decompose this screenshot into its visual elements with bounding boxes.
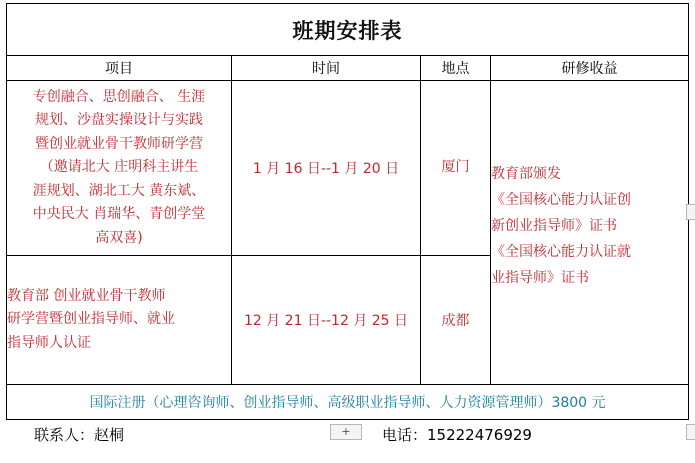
benefit-line: 《全国核心能力认证就 (491, 243, 631, 260)
location-cell: 成都 (421, 256, 491, 385)
schedule-table (6, 3, 689, 420)
project-line: 专创融合、思创融合、 生涯 (32, 88, 206, 105)
benefits-text (491, 161, 688, 291)
header-row (7, 56, 689, 81)
project-line: 研学营暨创业指导师、就业 (7, 311, 175, 328)
project-line: 教育部 创业就业骨干教师 (7, 287, 166, 304)
project-line: 规划、沙盘实操设计与实践 (35, 112, 203, 129)
header-location: 地点 (421, 56, 491, 81)
benefit-line: 新创业指导师》证书 (491, 217, 617, 234)
project-cell (7, 256, 232, 385)
table-title: 班期安排表 (7, 4, 689, 56)
header-project: 项目 (7, 56, 232, 81)
international-row (7, 385, 689, 420)
project-line: 暨创业就业骨干教师研学营 (35, 135, 203, 152)
resize-handle[interactable] (686, 204, 695, 220)
expand-button[interactable]: + (330, 424, 362, 440)
international-registration: 国际注册（心理咨询师、创业指导师、高级职业指导师、人力资源管理师）3800 元 (7, 385, 689, 420)
project-line: 指导师人认证 (7, 334, 91, 351)
time-cell: 1 月 16 日--1 月 20 日 (232, 81, 421, 256)
benefit-line: 业指导师》证书 (491, 269, 589, 286)
project-line: 涯规划、湖北工大 黄东斌、 (32, 182, 206, 199)
location-cell: 厦门 (421, 81, 491, 256)
header-benefits: 研修收益 (491, 56, 689, 81)
title-row (7, 4, 689, 56)
project-line: 中央民大 肖瑞华、青创学堂 (32, 206, 206, 223)
benefits-cell (491, 81, 689, 385)
resize-handle[interactable] (686, 424, 695, 440)
benefit-line: 《全国核心能力认证创 (491, 191, 631, 208)
project-cell (7, 81, 232, 256)
table-row (7, 81, 689, 256)
project-line: 高双喜) (95, 229, 143, 246)
benefit-line: 教育部颁发 (491, 165, 561, 182)
project-line: （邀请北大 庄明科主讲生 (39, 159, 199, 176)
header-time: 时间 (232, 56, 421, 81)
contact-person: 联系人：赵桐 (34, 426, 125, 444)
time-cell: 12 月 21 日--12 月 25 日 (232, 256, 421, 385)
contact-phone: 电话：15222476929 (382, 426, 532, 444)
